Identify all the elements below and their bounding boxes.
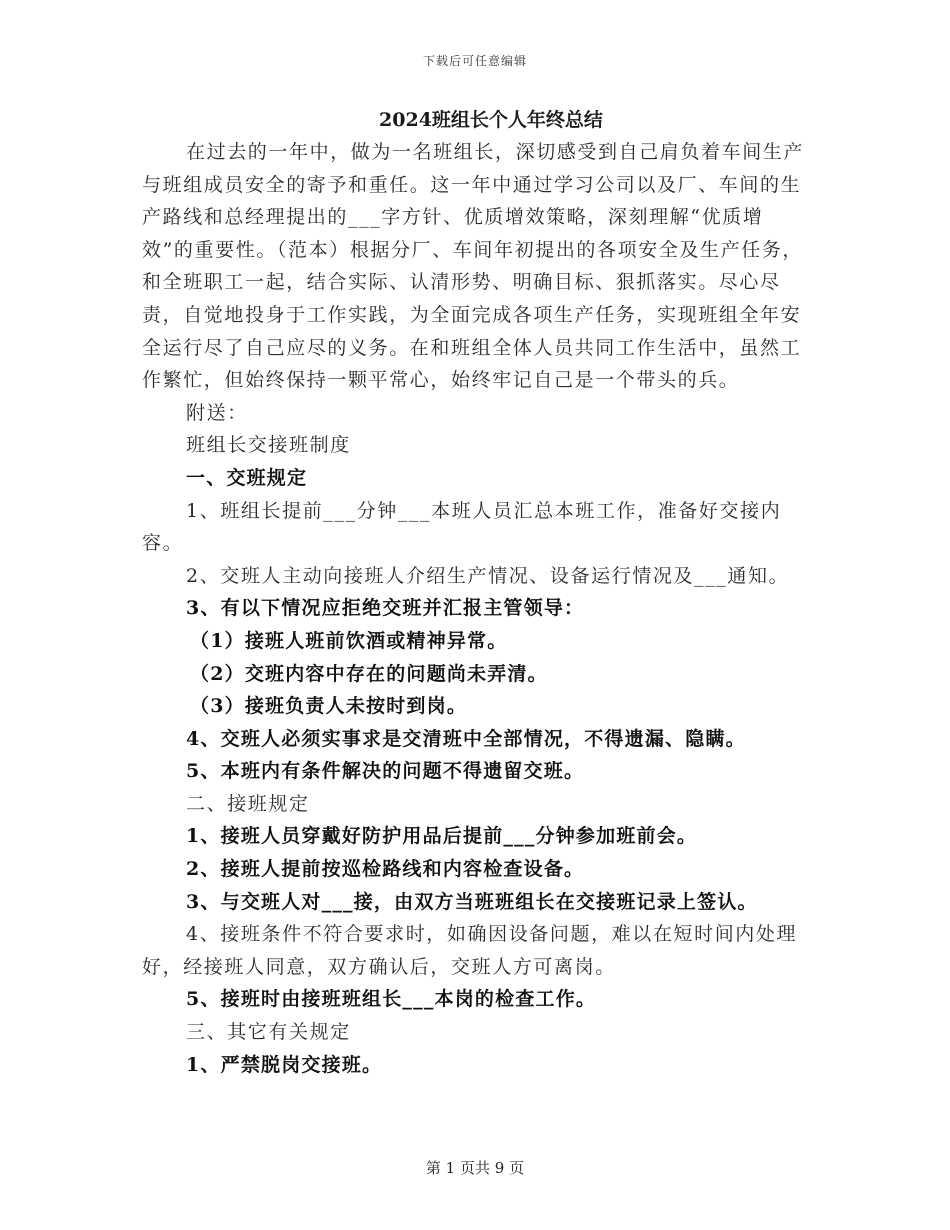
page-footer: 第 1 页共 9 页	[425, 1159, 525, 1177]
attachment-title: 班组长交接班制度	[186, 434, 351, 457]
section-heading-handover: 一、交班规定	[186, 466, 308, 489]
section-heading-other: 三、其它有关规定	[186, 1021, 351, 1044]
rule-subitem: （1）接班人班前饮酒或精神异常。	[190, 629, 508, 652]
rule-item: 3、与交班人对___接，由双方当班班组长在交接班记录上签认。	[186, 890, 758, 913]
attachment-label: 附送：	[186, 401, 248, 424]
rule-item: 1、班组长提前___分钟___本班人员汇总本班工作，准备好交接内容。	[142, 499, 782, 555]
rule-item: 2、接班人提前按巡检路线和内容检查设备。	[186, 858, 585, 881]
rule-subitem: （3）接班负责人未按时到岗。	[190, 695, 468, 718]
page-header: 下载后可任意编辑	[422, 54, 527, 68]
document-body	[142, 104, 810, 1081]
rule-item: 1、接班人员穿戴好防护用品后提前___分钟参加班前会。	[186, 825, 698, 848]
rule-item: 4、交班人必须实事求是交清班中全部情况，不得遗漏、隐瞒。	[186, 727, 746, 750]
rule-item: 5、接班时由接班班组长___本岗的检查工作。	[186, 988, 597, 1011]
rule-item: 3、有以下情况应拒绝交班并汇报主管领导：	[186, 597, 585, 620]
document-title: 2024班组长个人年终总结	[379, 109, 603, 131]
section-heading-takeover: 二、接班规定	[186, 792, 310, 815]
rule-item: 4、接班条件不符合要求时，如确因设备问题，难以在短时间内处理好，经接班人同意，双方确认后，交班人方可离岗。	[142, 923, 798, 978]
intro-paragraph: 在过去的一年中，做为一名班组长，深切感受到自己肩负着车间生产与班组成员安全的寄予和重任。这一年中通过学习公司以及厂、车间的生产路线和总经理提出的___字方针、优质增效策略，深刻理解“优质增效”的重要性。（范本）根据分厂、车间年初提出的各项安全及生产任务，和全班职工一起，结合实际、认清形势、明确目标、狠抓落实。尽心尽责，自觉地投身于工作实践，为全面完成各项生产任务，实现班组全年安全运行尽了自己应尽的义务。在和班组全体人员共同工作生活中，虽然工作繁忙，但始终保持一颗平常心，始终牢记自己是一个带头的兵。	[142, 141, 805, 392]
rule-item: 2、交班人主动向接班人介绍生产情况、设备运行情况及___通知。	[186, 564, 790, 587]
rule-subitem: （2）交班内容中存在的问题尚未弄清。	[190, 662, 548, 685]
rule-item: 5、本班内有条件解决的问题不得遗留交班。	[186, 760, 585, 783]
rule-item: 1、严禁脱岗交接班。	[186, 1053, 383, 1076]
